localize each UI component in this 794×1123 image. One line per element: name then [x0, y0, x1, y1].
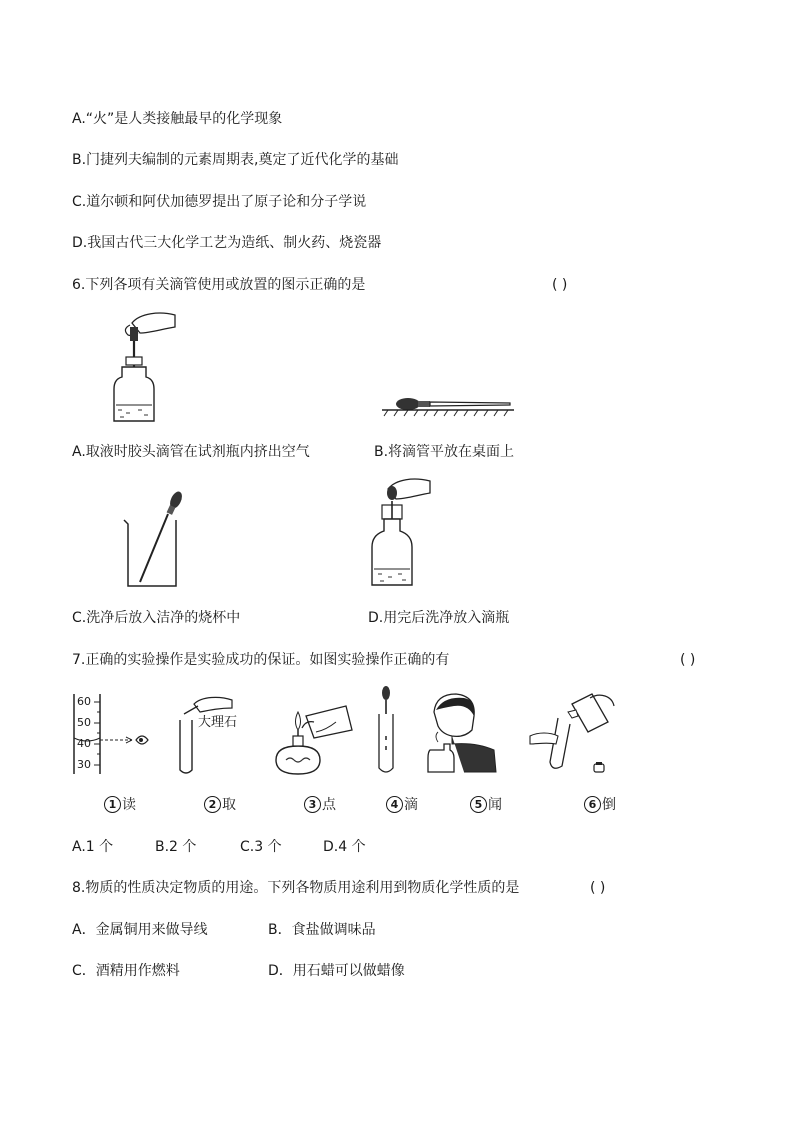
label-text: 取 — [222, 797, 236, 813]
scale-tick-30: 30 — [77, 758, 91, 771]
scale-tick-40: 40 — [77, 737, 91, 750]
fig6-b-dropper-flat — [380, 388, 520, 428]
fig7-pour-liquid — [528, 690, 618, 780]
fig7-label-1 — [104, 796, 136, 814]
label-text: 点 — [322, 797, 336, 813]
fig7-label-2 — [204, 796, 236, 814]
q8-option-d: D．用石蜡可以做蜡像 — [268, 963, 405, 979]
q7-option-a: A.1 个 — [72, 839, 114, 855]
circled-number: 4 — [386, 796, 403, 813]
fig7-light-lamp — [266, 700, 356, 780]
q6-stem: 6.下列各项有关滴管使用或放置的图示正确的是 — [72, 277, 366, 293]
q6-caption-a: A.取液时胶头滴管在试剂瓶内挤出空气 — [72, 444, 310, 460]
fig7-label-3 — [304, 796, 336, 814]
q6-caption-b: B.将滴管平放在桌面上 — [374, 444, 515, 460]
q7-option-d: D.4 个 — [323, 839, 366, 855]
circled-number: 1 — [104, 796, 121, 813]
label-text: 读 — [122, 797, 136, 813]
circled-number: 2 — [204, 796, 221, 813]
fig6-c-dropper-in-beaker — [120, 490, 190, 590]
q8-answer-paren: ( ) — [590, 880, 606, 896]
q6-answer-paren: ( ) — [552, 277, 568, 293]
fig7-take-marble — [172, 692, 252, 777]
fig6-a-dropper-in-bottle — [110, 305, 190, 425]
q7-option-c: C.3 个 — [240, 839, 282, 855]
q7-stem: 7.正确的实验操作是实验成功的保证。如图实验操作正确的有 — [72, 652, 450, 668]
fig7-drop-into-tube — [376, 686, 396, 776]
scale-tick-50: 50 — [77, 716, 91, 729]
circled-number: 5 — [470, 796, 487, 813]
q6-caption-c: C.洗净后放入洁净的烧杯中 — [72, 610, 241, 626]
circled-number: 3 — [304, 796, 321, 813]
scale-tick-60: 60 — [77, 695, 91, 708]
q8-option-a: A．金属铜用来做导线 — [72, 922, 208, 938]
q5-option-a: A.“火”是人类接触最早的化学现象 — [72, 111, 283, 127]
fig7-read-cylinder — [70, 692, 160, 777]
label-text: 倒 — [602, 797, 616, 813]
label-text: 闻 — [488, 797, 502, 813]
marble-label: 大理石 — [198, 715, 238, 730]
q7-option-b: B.2 个 — [155, 839, 197, 855]
q8-option-c: C．酒精用作燃料 — [72, 963, 180, 979]
q7-answer-paren: ( ) — [680, 652, 696, 668]
q5-option-b: B.门捷列夫编制的元素周期表,奠定了近代化学的基础 — [72, 152, 399, 168]
q5-option-c: C.道尔顿和阿伏加德罗提出了原子论和分子学说 — [72, 194, 367, 210]
q8-option-b: B．食盐做调味品 — [268, 922, 376, 938]
circled-number: 6 — [584, 796, 601, 813]
fig7-label-4 — [386, 796, 418, 814]
fig7-smell-gas — [424, 690, 499, 775]
fig7-label-5 — [470, 796, 502, 814]
fig6-d-dropper-bottle — [370, 475, 450, 595]
fig7-label-6 — [584, 796, 616, 814]
label-text: 滴 — [404, 797, 418, 813]
q5-option-d: D.我国古代三大化学工艺为造纸、制火药、烧瓷器 — [72, 235, 382, 251]
q6-caption-d: D.用完后洗净放入滴瓶 — [368, 610, 510, 626]
q8-stem: 8.物质的性质决定物质的用途。下列各物质用途利用到物质化学性质的是 — [72, 880, 520, 896]
